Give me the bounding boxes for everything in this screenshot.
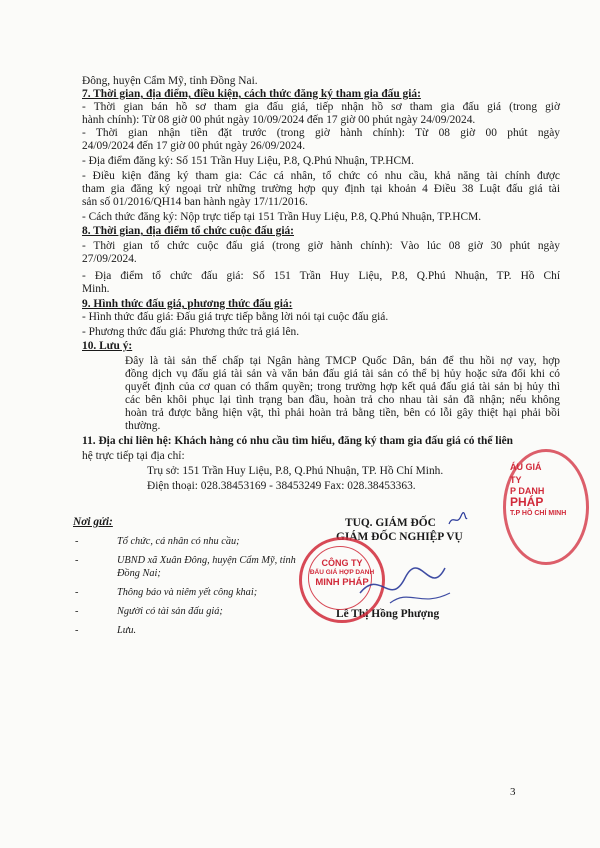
recipient-item: Tổ chức, cá nhân có nhu cầu; [117, 536, 240, 547]
body-line: thường. [125, 420, 161, 432]
body-line: 9. Hình thức đấu giá, phương thức đấu giá: [82, 298, 293, 310]
body-line: quyết định của cơ quan có thẩm quyền; trong trường hợp kết quả đấu giá tài sản bị hủy thì [125, 381, 560, 393]
body-line: sản số 01/2016/QH14 ban hành ngày 17/11/2016. [82, 196, 308, 208]
body-line: hoàn trả được bằng hiện vật, thì phải hoàn trả bằng tiền, bên có lỗi gây thiệt hại phải bồi [125, 407, 560, 419]
initial-mark [447, 512, 469, 528]
stamp-text: CÔNG TY ĐẤU GIÁ HỢP DANH MINH PHÁP [309, 558, 375, 588]
body-line: - Thời gian tổ chức cuộc đấu giá (trong giờ hành chính): Vào lúc 08 giờ 30 phút ngày [82, 240, 560, 252]
body-line: hệ trực tiếp tại địa chỉ: [82, 450, 185, 462]
recipient-item: Người có tài sản đấu giá; [117, 606, 223, 617]
body-line: - Địa điểm tổ chức đấu giá: Số 151 Trần Huy Liệu, P.8, Q.Phú Nhuận, TP. Hồ Chí [82, 270, 560, 282]
body-line: - Điều kiện đăng ký tham gia: Các cá nhân, tổ chức có nhu cầu, khả năng tài chính được [82, 170, 560, 182]
signature-subtitle: GIÁM ĐỐC NGHIỆP VỤ [336, 531, 463, 543]
body-line: - Thời gian bán hồ sơ tham gia đấu giá, tiếp nhận hồ sơ tham gia đấu giá (trong giờ [82, 101, 560, 113]
body-line: - Thời gian nhận tiền đặt trước (trong giờ hành chính): Từ 08 giờ 00 phút ngày [82, 127, 560, 139]
body-line: 7. Thời gian, địa điểm, điều kiện, cách thức đăng ký tham gia đấu giá: [82, 88, 421, 100]
recipient-item: UBND xã Xuân Đông, huyện Cẩm Mỹ, tỉnh [117, 555, 296, 566]
body-line: Đông, huyện Cẩm Mỹ, tỉnh Đồng Nai. [82, 75, 258, 87]
recipient-bullet: - [75, 587, 79, 598]
recipient-item: Thông báo và niêm yết công khai; [117, 587, 258, 598]
recipient-item: Lưu. [117, 625, 137, 636]
document-page [62, 0, 560, 848]
recipient-bullet: - [75, 536, 79, 547]
body-line: - Phương thức đấu giá: Phương thức trả giá lên. [82, 326, 300, 338]
body-line: Minh. [82, 283, 110, 295]
body-line: 27/09/2024. [82, 253, 137, 265]
body-line: - Địa điểm đăng ký: Số 151 Trần Huy Liệu, P.8, Q.Phú Nhuận, TP.HCM. [82, 155, 415, 167]
signature-title: TUQ. GIÁM ĐỐC [345, 517, 436, 529]
body-line: - Hình thức đấu giá: Đấu giá trực tiếp bằng lời nói tại cuộc đấu giá. [82, 311, 389, 323]
body-line: tham gia đăng ký ngoại trừ những trường hợp quy định tại khoản 4 Điều 38 Luật đấu giá tài [82, 183, 560, 195]
body-line: hành chính): Từ 08 giờ 00 phút ngày 10/09/2024 đến 17 giờ 00 phút ngày 24/09/2024. [82, 114, 476, 126]
body-line: đồng dịch vụ đấu giá tài sản và văn bản đấu giá tài sản có thể bị hủy hoặc sửa đổi khi có [125, 368, 560, 380]
body-line: Điện thoại: 028.38453169 - 38453249 Fax: 028.38453363. [147, 480, 416, 492]
body-line: 11. Địa chỉ liên hệ: Khách hàng có nhu cầu tìm hiểu, đăng ký tham gia đấu giá có thể liên [82, 435, 514, 447]
recipient-item: Đồng Nai; [117, 568, 161, 579]
stamp-partial-text: ÁU GIÁ TY P DANH PHÁP T.P HỒ CHÍ MINH [510, 462, 567, 517]
recipient-bullet: - [75, 555, 79, 566]
recipients-title: Nơi gửi: [73, 516, 113, 528]
signer-name: Lê Thị Hồng Phượng [336, 608, 440, 620]
body-line: 10. Lưu ý: [82, 340, 133, 352]
body-line: Trụ sở: 151 Trần Huy Liệu, P.8, Q.Phú Nhuận, TP. Hồ Chí Minh. [147, 465, 444, 477]
body-line: - Cách thức đăng ký: Nộp trực tiếp tại 151 Trần Huy Liệu, P.8, Q.Phú Nhuận, TP.HCM. [82, 211, 482, 223]
page-number: 3 [510, 786, 516, 798]
handwritten-signature [350, 548, 470, 618]
body-line: Đây là tài sản thế chấp tại Ngân hàng TMCP Quốc Dân, bán để thu hồi nợ vay, hợp [125, 355, 560, 367]
body-line: 24/09/2024 đến 17 giờ 00 phút ngày 26/09/2024. [82, 140, 306, 152]
body-line: các bên khôi phục lại tình trạng ban đầu, hoàn trả cho nhau tài sản đã nhận; nếu không [125, 394, 560, 406]
recipient-bullet: - [75, 606, 79, 617]
recipient-bullet: - [75, 625, 79, 636]
body-line: 8. Thời gian, địa điểm tổ chức cuộc đấu giá: [82, 225, 294, 237]
